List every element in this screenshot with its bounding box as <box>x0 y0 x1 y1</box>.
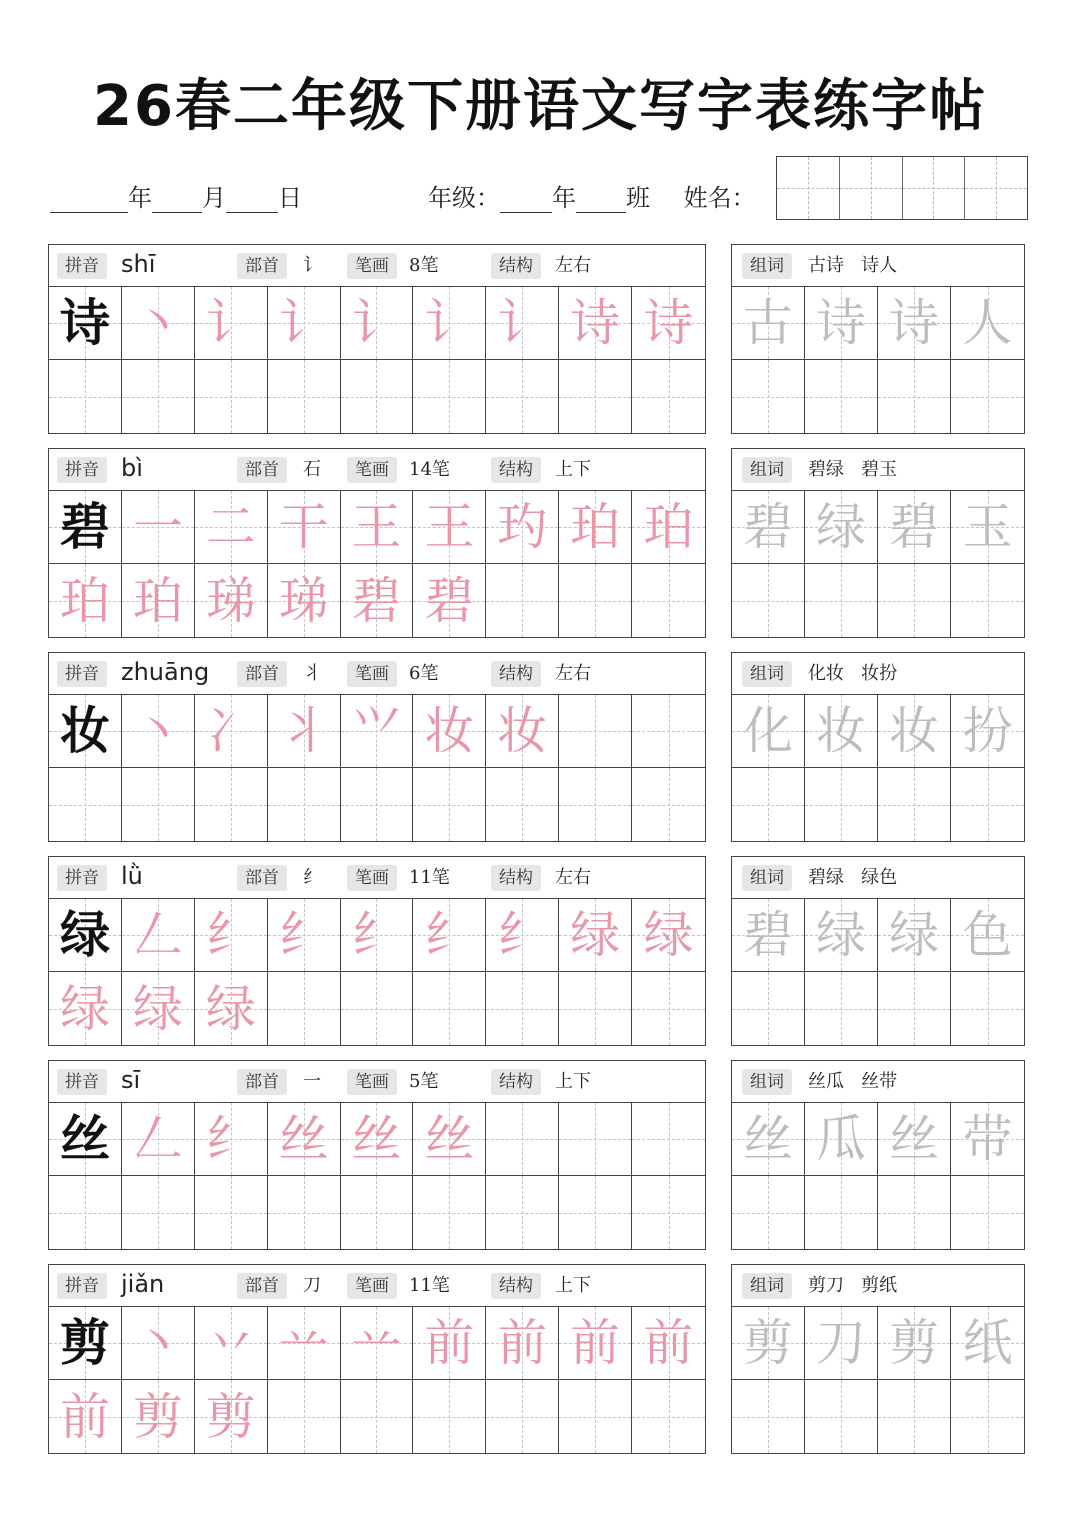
words-panel-5 <box>731 1060 1025 1250</box>
strokes-value: 5笔 <box>409 1071 439 1092</box>
writing-grid <box>49 1307 705 1453</box>
practice-cell[interactable] <box>413 1380 486 1453</box>
structure-tag: 结构 <box>491 253 541 279</box>
practice-cell[interactable] <box>559 360 632 433</box>
word-cell[interactable]: 古 <box>732 287 805 360</box>
words-panel-4 <box>731 856 1025 1046</box>
pinyin-tag: 拼音 <box>57 661 107 687</box>
radical-tag: 部首 <box>237 661 287 687</box>
word-cell[interactable]: 绿 <box>878 899 951 972</box>
practice-cell[interactable] <box>268 1176 341 1249</box>
words-grid <box>732 491 1024 637</box>
date-row <box>50 178 302 210</box>
word-cell[interactable] <box>878 1380 951 1453</box>
word-cell[interactable]: 剪 <box>732 1307 805 1380</box>
model-char: 诗 <box>49 287 122 360</box>
strokes-tag: 笔画 <box>347 1273 397 1299</box>
radical-tag: 部首 <box>237 253 287 279</box>
word-cell[interactable]: 诗 <box>805 287 878 360</box>
practice-cell[interactable] <box>559 1380 632 1453</box>
month-label: 月 <box>202 184 226 212</box>
word-cell[interactable] <box>878 564 951 637</box>
radical-tag: 部首 <box>237 865 287 891</box>
stroke-step[interactable]: 䒑 <box>341 1307 414 1380</box>
stroke-step[interactable]: 丶 <box>122 1307 195 1380</box>
word-cell[interactable] <box>878 1176 951 1249</box>
words-value: 剪刀 剪纸 <box>808 1275 898 1296</box>
practice-cell[interactable] <box>486 1176 559 1249</box>
stroke-step[interactable]: 玓 <box>486 491 559 564</box>
word-cell[interactable]: 扮 <box>951 695 1024 768</box>
stroke-step[interactable]: 剪 <box>122 1380 195 1453</box>
stroke-step[interactable]: 珀 <box>632 491 705 564</box>
stroke-step[interactable]: 讠 <box>413 287 486 360</box>
writing-grid <box>49 287 705 433</box>
structure-value: 左右 <box>555 867 591 888</box>
stroke-step[interactable]: 𠃋 <box>122 1103 195 1176</box>
writing-grid <box>49 899 705 1045</box>
word-cell[interactable] <box>951 768 1024 841</box>
page-title: 26春二年级下册语文写字表练字帖 <box>93 74 987 139</box>
stroke-step[interactable]: 讠 <box>341 287 414 360</box>
char-panel-5 <box>48 1060 706 1250</box>
stroke-step[interactable]: 诗 <box>632 287 705 360</box>
word-cell[interactable] <box>732 972 805 1045</box>
stroke-step[interactable]: 王 <box>413 491 486 564</box>
model-char: 剪 <box>49 1307 122 1380</box>
practice-cell[interactable] <box>413 1176 486 1249</box>
structure-tag: 结构 <box>491 1273 541 1299</box>
word-cell[interactable] <box>878 972 951 1045</box>
word-cell[interactable]: 化 <box>732 695 805 768</box>
words-tag: 组词 <box>742 1273 792 1299</box>
structure-value: 左右 <box>555 663 591 684</box>
practice-cell[interactable] <box>268 972 341 1045</box>
strokes-tag: 笔画 <box>347 1069 397 1095</box>
practice-cell[interactable] <box>341 1380 414 1453</box>
practice-cell[interactable] <box>413 360 486 433</box>
word-cell[interactable]: 丝 <box>732 1103 805 1176</box>
year-label: 年 <box>128 184 152 212</box>
pinyin-value: sī <box>121 1066 141 1094</box>
stroke-step[interactable]: 𭕄 <box>341 695 414 768</box>
practice-cell[interactable] <box>341 1176 414 1249</box>
practice-cell[interactable] <box>559 972 632 1045</box>
practice-cell[interactable] <box>486 564 559 637</box>
practice-cell[interactable] <box>632 972 705 1045</box>
word-cell[interactable]: 丝 <box>878 1103 951 1176</box>
char-panel-6 <box>48 1264 706 1454</box>
strokes-value: 11笔 <box>409 1275 450 1296</box>
grade-row <box>428 178 756 210</box>
class-label: 班 <box>626 184 650 212</box>
stroke-step[interactable]: 丶 <box>122 695 195 768</box>
word-cell[interactable] <box>805 360 878 433</box>
radical-value: 讠 <box>303 255 321 276</box>
words-tag: 组词 <box>742 253 792 279</box>
practice-cell[interactable] <box>632 564 705 637</box>
model-char: 碧 <box>49 491 122 564</box>
practice-cell[interactable] <box>341 360 414 433</box>
stroke-step[interactable]: 讠 <box>268 287 341 360</box>
structure-tag: 结构 <box>491 1069 541 1095</box>
practice-cell[interactable] <box>49 360 122 433</box>
words-value: 化妆 妆扮 <box>808 663 898 684</box>
stroke-step[interactable]: 丶 <box>122 287 195 360</box>
name-label: 姓名： <box>683 184 756 212</box>
words-value: 丝瓜 丝带 <box>808 1071 898 1092</box>
stroke-step[interactable]: 丷 <box>195 1307 268 1380</box>
words-panel-2 <box>731 448 1025 638</box>
radical-tag: 部首 <box>237 1273 287 1299</box>
stroke-step[interactable]: 珀 <box>49 564 122 637</box>
practice-cell[interactable] <box>413 768 486 841</box>
words-tag: 组词 <box>742 1069 792 1095</box>
stroke-step[interactable]: 纟 <box>195 1103 268 1176</box>
practice-cell[interactable] <box>268 1380 341 1453</box>
practice-cell[interactable] <box>559 768 632 841</box>
char-info-row <box>49 449 705 491</box>
stroke-step[interactable]: 剪 <box>195 1380 268 1453</box>
practice-cell[interactable] <box>195 360 268 433</box>
words-row <box>732 857 1024 899</box>
stroke-step[interactable]: 绿 <box>195 972 268 1045</box>
class-blank[interactable] <box>576 190 626 213</box>
stroke-step[interactable]: 纟 <box>341 899 414 972</box>
grade-blank[interactable] <box>500 190 552 213</box>
practice-cell[interactable] <box>195 768 268 841</box>
word-cell[interactable]: 碧 <box>732 491 805 564</box>
stroke-step[interactable]: 二 <box>195 491 268 564</box>
word-cell[interactable] <box>805 1176 878 1249</box>
practice-cell[interactable] <box>559 564 632 637</box>
stroke-step[interactable]: 前 <box>632 1307 705 1380</box>
practice-cell[interactable] <box>49 768 122 841</box>
word-cell[interactable] <box>951 564 1024 637</box>
words-panel-6 <box>731 1264 1025 1454</box>
practice-cell[interactable] <box>559 1176 632 1249</box>
practice-cell[interactable] <box>268 768 341 841</box>
stroke-step[interactable]: 绿 <box>122 972 195 1045</box>
words-panel-1 <box>731 244 1025 434</box>
stroke-step[interactable]: 丝 <box>268 1103 341 1176</box>
char-info-row <box>49 857 705 899</box>
word-cell[interactable] <box>732 564 805 637</box>
stroke-step[interactable]: 前 <box>559 1307 632 1380</box>
practice-cell[interactable] <box>632 360 705 433</box>
practice-cell[interactable] <box>486 972 559 1045</box>
radical-value: 一 <box>303 1071 321 1092</box>
words-tag: 组词 <box>742 661 792 687</box>
stroke-step[interactable]: 前 <box>49 1380 122 1453</box>
strokes-tag: 笔画 <box>347 865 397 891</box>
pinyin-value: bì <box>121 454 143 482</box>
practice-cell[interactable] <box>486 1103 559 1176</box>
strokes-tag: 笔画 <box>347 457 397 483</box>
char-panel-4 <box>48 856 706 1046</box>
writing-grid <box>49 1103 705 1249</box>
stroke-step[interactable]: 珀 <box>559 491 632 564</box>
words-row <box>732 245 1024 287</box>
structure-tag: 结构 <box>491 661 541 687</box>
words-tag: 组词 <box>742 865 792 891</box>
stroke-step[interactable]: 𠃋 <box>122 899 195 972</box>
pinyin-tag: 拼音 <box>57 253 107 279</box>
practice-cell[interactable] <box>632 1103 705 1176</box>
pinyin-tag: 拼音 <box>57 457 107 483</box>
structure-value: 上下 <box>555 459 591 480</box>
stroke-step[interactable]: 讠 <box>486 287 559 360</box>
model-char: 绿 <box>49 899 122 972</box>
stroke-step[interactable]: 碧 <box>341 564 414 637</box>
strokes-value: 11笔 <box>409 867 450 888</box>
writing-grid <box>49 695 705 841</box>
radical-value: 纟 <box>303 867 321 888</box>
stroke-step[interactable]: 冫 <box>195 695 268 768</box>
word-cell[interactable]: 诗 <box>878 287 951 360</box>
stroke-step[interactable]: 丝 <box>341 1103 414 1176</box>
structure-value: 上下 <box>555 1071 591 1092</box>
stroke-step[interactable]: 绿 <box>49 972 122 1045</box>
words-tag: 组词 <box>742 457 792 483</box>
stroke-step[interactable]: 绿 <box>559 899 632 972</box>
stroke-step[interactable]: 讠 <box>195 287 268 360</box>
grade-unit: 年 <box>552 184 576 212</box>
stroke-step[interactable]: 珀 <box>122 564 195 637</box>
word-cell[interactable] <box>805 972 878 1045</box>
month-blank[interactable] <box>152 190 202 213</box>
stroke-step[interactable]: 纟 <box>413 899 486 972</box>
words-row <box>732 1265 1024 1307</box>
practice-cell[interactable] <box>122 1176 195 1249</box>
words-row <box>732 1061 1024 1103</box>
word-cell[interactable] <box>732 1380 805 1453</box>
stroke-step[interactable]: 纟 <box>486 899 559 972</box>
char-panel-1 <box>48 244 706 434</box>
words-value: 古诗 诗人 <box>808 255 898 276</box>
practice-cell[interactable] <box>122 360 195 433</box>
model-char: 丝 <box>49 1103 122 1176</box>
word-cell[interactable] <box>951 972 1024 1045</box>
practice-cell[interactable] <box>632 768 705 841</box>
word-cell[interactable] <box>732 1176 805 1249</box>
word-cell[interactable] <box>805 564 878 637</box>
word-cell[interactable]: 纸 <box>951 1307 1024 1380</box>
stroke-step[interactable]: 绿 <box>632 899 705 972</box>
stroke-step[interactable]: 前 <box>413 1307 486 1380</box>
word-cell[interactable] <box>805 1380 878 1453</box>
stroke-step[interactable]: 干 <box>268 491 341 564</box>
word-cell[interactable]: 碧 <box>878 491 951 564</box>
char-panel-2 <box>48 448 706 638</box>
char-info-row <box>49 1061 705 1103</box>
structure-value: 上下 <box>555 1275 591 1296</box>
practice-cell[interactable] <box>632 1380 705 1453</box>
word-cell[interactable]: 瓜 <box>805 1103 878 1176</box>
stroke-step[interactable]: 珶 <box>268 564 341 637</box>
char-info-row <box>49 1265 705 1307</box>
stroke-step[interactable]: 䒑 <box>268 1307 341 1380</box>
practice-cell[interactable] <box>341 972 414 1045</box>
word-cell[interactable]: 玉 <box>951 491 1024 564</box>
strokes-value: 14笔 <box>409 459 450 480</box>
strokes-tag: 笔画 <box>347 253 397 279</box>
word-cell[interactable]: 妆 <box>878 695 951 768</box>
writing-grid <box>49 491 705 637</box>
practice-cell[interactable] <box>486 360 559 433</box>
strokes-value: 6笔 <box>409 663 439 684</box>
word-cell[interactable]: 碧 <box>732 899 805 972</box>
word-cell[interactable] <box>951 360 1024 433</box>
words-grid <box>732 695 1024 841</box>
practice-cell[interactable] <box>268 360 341 433</box>
stroke-step[interactable]: 纟 <box>268 899 341 972</box>
stroke-step[interactable]: 妆 <box>413 695 486 768</box>
stroke-step[interactable]: 前 <box>486 1307 559 1380</box>
structure-tag: 结构 <box>491 865 541 891</box>
practice-cell[interactable] <box>195 1176 268 1249</box>
practice-cell[interactable] <box>486 768 559 841</box>
pinyin-value: lǜ <box>121 862 143 890</box>
grade-label: 年级： <box>428 184 500 212</box>
word-cell[interactable] <box>878 360 951 433</box>
word-cell[interactable]: 刀 <box>805 1307 878 1380</box>
practice-cell[interactable] <box>49 1176 122 1249</box>
words-panel-3 <box>731 652 1025 842</box>
char-info-row <box>49 245 705 287</box>
words-row <box>732 449 1024 491</box>
word-cell[interactable]: 色 <box>951 899 1024 972</box>
word-cell[interactable]: 人 <box>951 287 1024 360</box>
name-grid[interactable] <box>776 156 1028 220</box>
pinyin-tag: 拼音 <box>57 865 107 891</box>
strokes-tag: 笔画 <box>347 661 397 687</box>
radical-tag: 部首 <box>237 457 287 483</box>
words-value: 碧绿 绿色 <box>808 867 898 888</box>
practice-cell[interactable] <box>559 695 632 768</box>
word-cell[interactable] <box>878 768 951 841</box>
structure-value: 左右 <box>555 255 591 276</box>
day-blank[interactable] <box>226 190 278 213</box>
word-cell[interactable] <box>951 1176 1024 1249</box>
stroke-step[interactable]: 纟 <box>195 899 268 972</box>
practice-cell[interactable] <box>486 1380 559 1453</box>
stroke-step[interactable]: 珶 <box>195 564 268 637</box>
practice-cell[interactable] <box>559 1103 632 1176</box>
words-value: 碧绿 碧玉 <box>808 459 898 480</box>
word-cell[interactable]: 带 <box>951 1103 1024 1176</box>
pinyin-value: zhuāng <box>121 658 210 686</box>
pinyin-tag: 拼音 <box>57 1273 107 1299</box>
word-cell[interactable]: 剪 <box>878 1307 951 1380</box>
model-char: 妆 <box>49 695 122 768</box>
practice-cell[interactable] <box>122 768 195 841</box>
radical-value: 石 <box>303 459 321 480</box>
stroke-step[interactable]: 丬 <box>268 695 341 768</box>
word-cell[interactable]: 绿 <box>805 899 878 972</box>
words-grid <box>732 1103 1024 1249</box>
char-panel-3 <box>48 652 706 842</box>
word-cell[interactable] <box>732 360 805 433</box>
word-cell[interactable] <box>732 768 805 841</box>
word-cell[interactable]: 绿 <box>805 491 878 564</box>
radical-value: 丬 <box>303 663 321 684</box>
strokes-value: 8笔 <box>409 255 439 276</box>
pinyin-tag: 拼音 <box>57 1069 107 1095</box>
stroke-step[interactable]: 妆 <box>486 695 559 768</box>
word-cell[interactable] <box>805 768 878 841</box>
words-grid <box>732 899 1024 1045</box>
stroke-step[interactable]: 诗 <box>559 287 632 360</box>
stroke-step[interactable]: 王 <box>341 491 414 564</box>
radical-value: 刀 <box>303 1275 321 1296</box>
practice-cell[interactable] <box>632 1176 705 1249</box>
stroke-step[interactable]: 碧 <box>413 564 486 637</box>
words-grid <box>732 1307 1024 1453</box>
pinyin-value: shī <box>121 250 156 278</box>
practice-cell[interactable] <box>341 768 414 841</box>
word-cell[interactable] <box>951 1380 1024 1453</box>
year-blank[interactable] <box>50 190 128 213</box>
char-info-row <box>49 653 705 695</box>
day-label: 日 <box>278 184 302 212</box>
words-row <box>732 653 1024 695</box>
stroke-step[interactable]: 丝 <box>413 1103 486 1176</box>
radical-tag: 部首 <box>237 1069 287 1095</box>
word-cell[interactable]: 妆 <box>805 695 878 768</box>
practice-cell[interactable] <box>413 972 486 1045</box>
pinyin-value: jiǎn <box>121 1270 165 1298</box>
practice-cell[interactable] <box>632 695 705 768</box>
stroke-step[interactable]: 一 <box>122 491 195 564</box>
structure-tag: 结构 <box>491 457 541 483</box>
words-grid <box>732 287 1024 433</box>
